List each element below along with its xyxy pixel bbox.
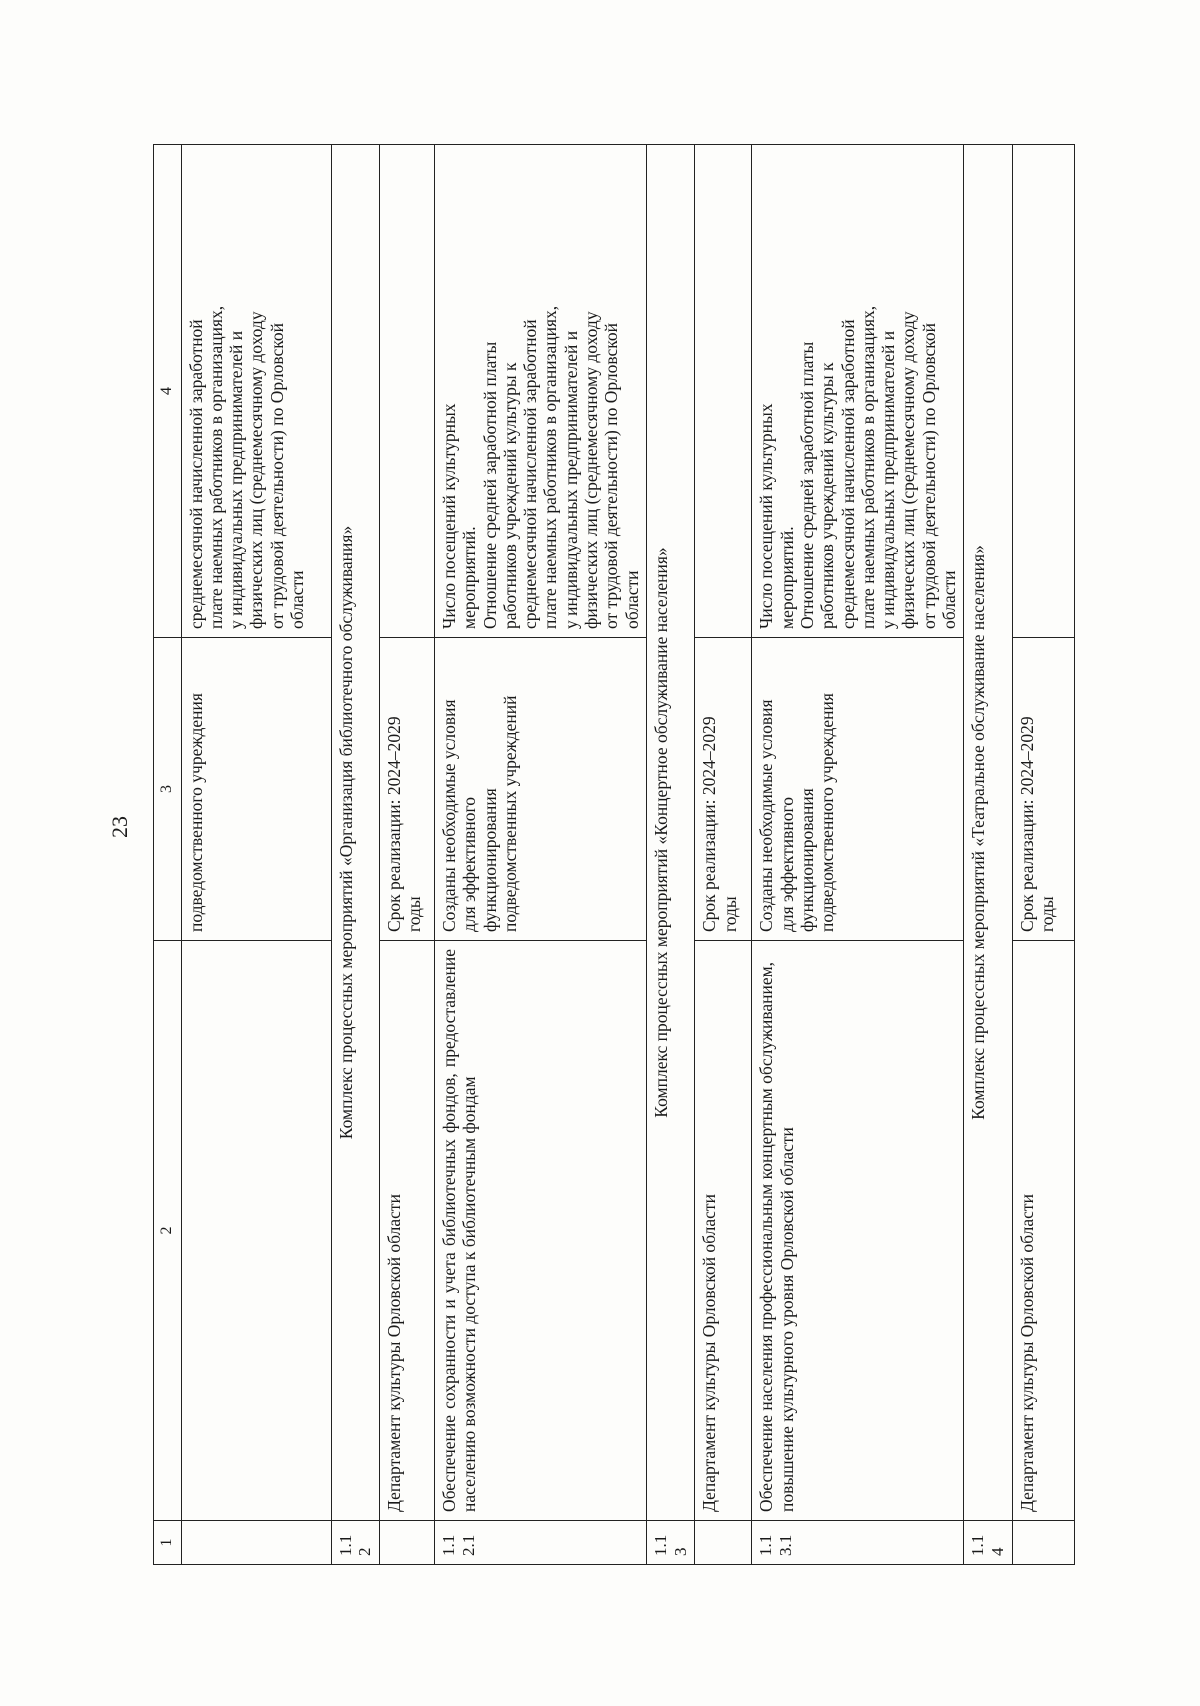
- cell-empty: [1012, 1521, 1074, 1565]
- section-row: [964, 145, 1012, 1565]
- expected-effect: Созданы необходимые условия для эффективного функционирования подведомственного учреждения: [752, 638, 964, 941]
- section-title: Комплекс процессных мероприятий «Организация библиотечного обслуживания»: [331, 145, 379, 1521]
- item-row: [752, 145, 964, 1565]
- department-row: [695, 145, 752, 1565]
- table-row-continuation: [181, 145, 331, 1565]
- item-number: 1.13.1: [752, 1521, 964, 1565]
- cell-empty: [181, 941, 331, 1521]
- cell-empty: [379, 1521, 434, 1565]
- implementation-term: Срок реализации: 2024–2029 годы: [1012, 638, 1074, 941]
- responsible-department: Департамент культуры Орловской области: [695, 941, 752, 1521]
- responsible-department: Департамент культуры Орловской области: [379, 941, 434, 1521]
- indicators: Число посещений культурных мероприятий. Отношение средней заработной платы работников учреждений культуры к среднемесячной начисленной заработной плате наемных работников в организациях, у индивидуальных предпринимателей и физических лиц (среднемесячному доходу от трудовой деятельности) по Орловской области: [752, 145, 964, 638]
- cell-empty: [379, 145, 434, 638]
- section-row: [331, 145, 379, 1565]
- cell-empty: [1012, 145, 1074, 638]
- expected-effect: Созданы необходимые условия для эффективного функционирования подведомственных учреждений: [434, 638, 646, 941]
- item-number: 1.12.1: [434, 1521, 646, 1565]
- cell-empty: [695, 1521, 752, 1565]
- task-description: Обеспечение населения профессиональным концертным обслуживанием, повышение культурного уровня Орловской области: [752, 941, 964, 1521]
- section-title: Комплекс процессных мероприятий «Концертное обслуживание населения»: [646, 145, 694, 1521]
- header-col-2: 2: [154, 941, 182, 1521]
- item-row: [434, 145, 646, 1565]
- cell-indicators: среднемесячной начисленной заработной плате наемных работников в организациях, у индивидуальных предпринимателей и физических лиц (среднемесячному доходу от трудовой деятельности) по Орловской области: [181, 145, 331, 638]
- rotated-table-container: [153, 145, 1057, 1565]
- header-col-3: 3: [154, 638, 182, 941]
- responsible-department: Департамент культуры Орловской области: [1012, 941, 1074, 1521]
- section-number: 1.13: [646, 1521, 694, 1565]
- section-number: 1.12: [331, 1521, 379, 1565]
- page-number: 23: [107, 816, 132, 838]
- cell-empty: [181, 1521, 331, 1565]
- cell-empty: [695, 145, 752, 638]
- header-col-4: 4: [154, 145, 182, 638]
- measures-table: [153, 144, 1075, 1565]
- header-col-1: 1: [154, 1521, 182, 1565]
- cell-effect: подведомственного учреждения: [181, 638, 331, 941]
- department-row: [1012, 145, 1074, 1565]
- section-title: Комплекс процессных мероприятий «Театральное обслуживание населения»: [964, 145, 1012, 1521]
- section-row: [646, 145, 694, 1565]
- table-header-row: [154, 145, 182, 1565]
- section-number: 1.14: [964, 1521, 1012, 1565]
- department-row: [379, 145, 434, 1565]
- indicators: Число посещений культурных мероприятий. Отношение средней заработной платы работников учреждений культуры к среднемесячной начисленной заработной плате наемных работников в организациях, у индивидуальных предпринимателей и физических лиц (среднемесячному доходу от трудовой деятельности) по Орловской области: [434, 145, 646, 638]
- task-description: Обеспечение сохранности и учета библиотечных фондов, предоставление населению возможности доступа к библиотечным фондам: [434, 941, 646, 1521]
- implementation-term: Срок реализации: 2024–2029 годы: [379, 638, 434, 941]
- implementation-term: Срок реализации: 2024–2029 годы: [695, 638, 752, 941]
